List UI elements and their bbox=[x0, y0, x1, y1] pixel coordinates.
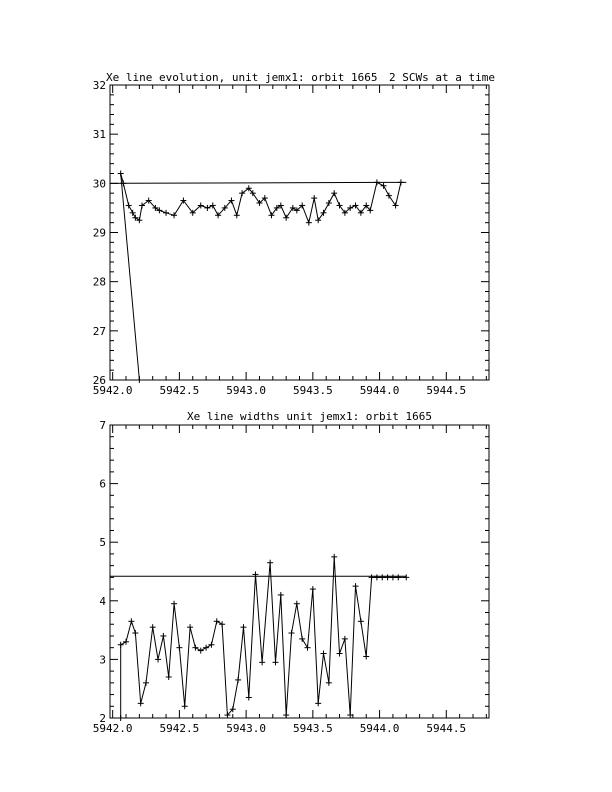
data-point bbox=[294, 601, 300, 607]
data-point bbox=[374, 574, 380, 580]
data-point bbox=[235, 677, 241, 683]
data-point bbox=[118, 715, 124, 721]
data-point bbox=[171, 601, 177, 607]
bottom-chart-axes bbox=[93, 419, 489, 735]
x-tick-label: 5943.5 bbox=[292, 384, 333, 397]
data-point bbox=[118, 642, 124, 648]
top-chart-axes bbox=[93, 79, 489, 397]
top-chart-reference-line bbox=[110, 182, 406, 183]
top-chart-title: Xe line evolution, unit jemx1: orbit 1665 bbox=[106, 71, 378, 84]
x-tick-label: 5944.0 bbox=[359, 384, 400, 397]
data-point bbox=[311, 195, 317, 201]
data-point bbox=[171, 212, 177, 218]
y-tick-label: 29 bbox=[92, 226, 106, 240]
data-point bbox=[315, 700, 321, 706]
x-tick-label: 5944.5 bbox=[426, 384, 467, 397]
data-point bbox=[288, 630, 294, 636]
bottom-chart-title: Xe line widths unit jemx1: orbit 1665 bbox=[187, 410, 433, 423]
data-point bbox=[204, 205, 210, 211]
data-point bbox=[132, 630, 138, 636]
data-point bbox=[160, 633, 166, 639]
top-chart-subtitle: 2 SCWs at a time bbox=[389, 71, 495, 84]
data-point bbox=[155, 656, 161, 662]
data-point bbox=[163, 210, 169, 216]
x-tick-label: 5942.0 bbox=[92, 722, 133, 735]
data-point bbox=[246, 694, 252, 700]
x-tick-label: 5944.5 bbox=[426, 722, 467, 735]
data-point bbox=[331, 190, 337, 196]
data-point bbox=[130, 210, 136, 216]
x-tick-label: 5944.0 bbox=[359, 722, 400, 735]
data-point bbox=[374, 179, 380, 185]
y-tick-label: 30 bbox=[92, 177, 106, 191]
top-chart-series bbox=[118, 171, 404, 384]
data-point bbox=[283, 712, 289, 718]
chart-top bbox=[93, 71, 495, 397]
data-point bbox=[353, 202, 359, 208]
x-tick-label: 5943.0 bbox=[226, 722, 266, 735]
data-point bbox=[381, 183, 387, 189]
x-tick-label: 5943.0 bbox=[226, 384, 266, 397]
data-point bbox=[390, 574, 396, 580]
data-point bbox=[192, 645, 198, 651]
series-line bbox=[121, 174, 401, 381]
data-point bbox=[331, 554, 337, 560]
data-point bbox=[240, 624, 246, 630]
data-point bbox=[305, 645, 311, 651]
data-point bbox=[326, 680, 332, 686]
y-tick-label: 3 bbox=[99, 653, 106, 667]
data-point bbox=[337, 651, 343, 657]
y-tick-label: 26 bbox=[92, 374, 106, 387]
x-tick-label: 5942.5 bbox=[159, 722, 200, 735]
chart-bottom bbox=[93, 410, 489, 735]
data-point bbox=[358, 618, 364, 624]
data-point bbox=[166, 674, 172, 680]
data-point bbox=[321, 651, 327, 657]
data-point bbox=[299, 636, 305, 642]
data-point bbox=[176, 645, 182, 651]
y-tick-label: 27 bbox=[92, 324, 106, 338]
data-point bbox=[342, 636, 348, 642]
y-tick-label: 28 bbox=[92, 275, 106, 289]
data-point bbox=[326, 200, 332, 206]
data-point bbox=[395, 574, 401, 580]
data-point bbox=[123, 639, 129, 645]
data-point bbox=[210, 202, 216, 208]
data-point bbox=[278, 592, 284, 598]
data-point bbox=[136, 377, 142, 383]
data-point bbox=[379, 574, 385, 580]
data-point bbox=[403, 574, 409, 580]
data-point bbox=[208, 642, 214, 648]
data-point bbox=[150, 624, 156, 630]
data-point bbox=[234, 212, 240, 218]
x-tick-label: 5942.0 bbox=[92, 384, 133, 397]
plot-frame bbox=[110, 85, 489, 380]
data-point bbox=[267, 560, 273, 566]
x-tick-label: 5942.5 bbox=[159, 384, 200, 397]
data-point bbox=[138, 700, 144, 706]
y-tick-label: 4 bbox=[99, 594, 106, 608]
data-point bbox=[283, 215, 289, 221]
y-tick-label: 2 bbox=[99, 712, 106, 725]
data-point bbox=[219, 621, 225, 627]
y-tick-label: 7 bbox=[99, 419, 106, 432]
data-point bbox=[393, 202, 399, 208]
data-point bbox=[143, 680, 149, 686]
data-point bbox=[182, 703, 188, 709]
data-point bbox=[398, 179, 404, 185]
data-point bbox=[118, 171, 124, 177]
reference-line bbox=[110, 182, 406, 183]
data-point bbox=[203, 645, 209, 651]
data-point bbox=[310, 586, 316, 592]
data-point bbox=[386, 193, 392, 199]
data-point bbox=[214, 618, 220, 624]
data-point bbox=[198, 648, 204, 654]
y-tick-label: 32 bbox=[92, 79, 106, 92]
data-point bbox=[272, 659, 278, 665]
data-point bbox=[126, 202, 132, 208]
bottom-chart-series bbox=[118, 554, 410, 721]
data-point bbox=[259, 659, 265, 665]
data-point bbox=[385, 574, 391, 580]
y-tick-label: 31 bbox=[92, 128, 106, 142]
data-point bbox=[369, 574, 375, 580]
x-tick-label: 5943.5 bbox=[292, 722, 333, 735]
data-point bbox=[128, 618, 134, 624]
plot-frame bbox=[110, 425, 489, 718]
data-point bbox=[187, 624, 193, 630]
data-point bbox=[347, 712, 353, 718]
y-tick-label: 6 bbox=[99, 477, 106, 491]
data-point bbox=[353, 583, 359, 589]
data-point bbox=[306, 220, 312, 226]
y-tick-label: 5 bbox=[99, 536, 106, 550]
data-point bbox=[363, 653, 369, 659]
